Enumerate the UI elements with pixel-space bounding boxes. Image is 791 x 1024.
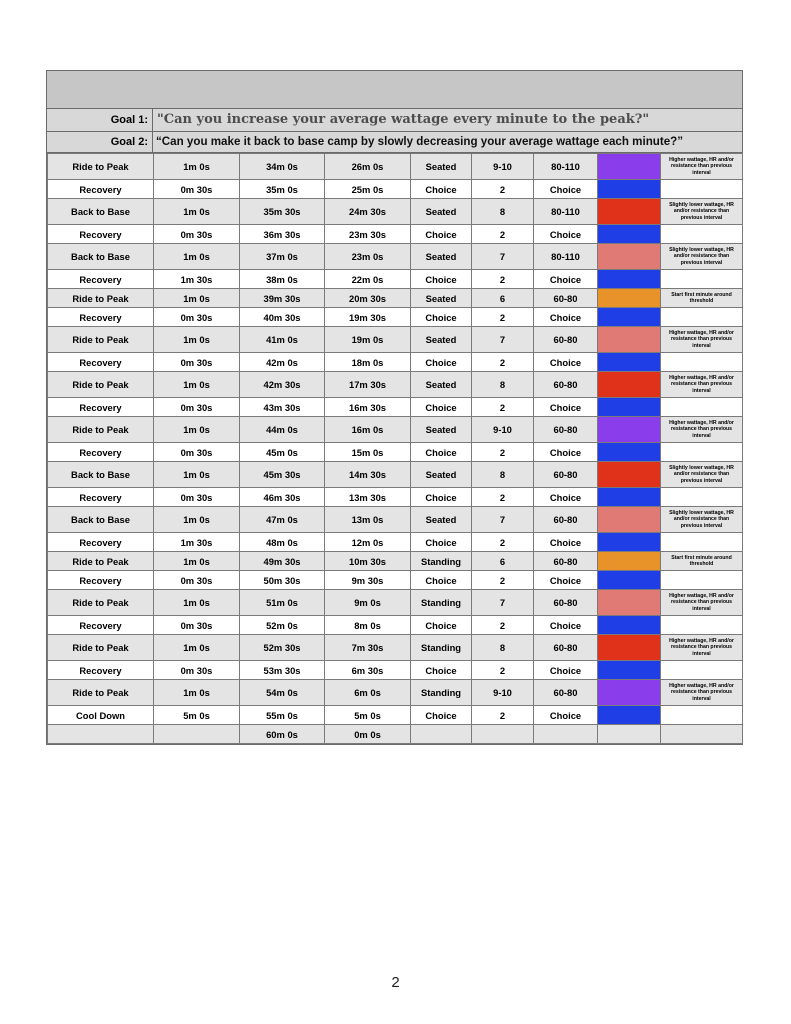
- table-row: [48, 398, 743, 417]
- remaining-cell: 25m 0s: [325, 180, 411, 199]
- position-cell: Choice: [411, 616, 472, 635]
- cadence-cell: 60-80: [534, 635, 598, 661]
- zone-color-swatch: [598, 488, 661, 507]
- interval-cell: Ride to Peak: [48, 327, 154, 353]
- zone-color-swatch: [598, 270, 661, 289]
- elapsed-cell: 35m 30s: [240, 199, 325, 225]
- interval-cell: Recovery: [48, 353, 154, 372]
- cadence-cell: 60-80: [534, 507, 598, 533]
- total-remaining-cell: 0m 0s: [325, 725, 411, 744]
- duration-cell: 0m 30s: [154, 398, 240, 417]
- cadence-cell: 80-110: [534, 244, 598, 270]
- table-row: [48, 661, 743, 680]
- note-cell: [661, 270, 743, 289]
- goal-2-row: [47, 132, 742, 153]
- cadence-cell: 60-80: [534, 289, 598, 308]
- note-cell: [661, 488, 743, 507]
- remaining-cell: 7m 30s: [325, 635, 411, 661]
- zone-color-swatch: [598, 661, 661, 680]
- elapsed-cell: 36m 30s: [240, 225, 325, 244]
- empty-cell: [661, 725, 743, 744]
- rpe-cell: 7: [472, 590, 534, 616]
- elapsed-cell: 43m 30s: [240, 398, 325, 417]
- rpe-cell: 9-10: [472, 154, 534, 180]
- interval-cell: Recovery: [48, 308, 154, 327]
- duration-cell: 0m 30s: [154, 225, 240, 244]
- position-cell: Standing: [411, 552, 472, 571]
- goal-2-label: Goal 2:: [47, 132, 153, 152]
- remaining-cell: 16m 30s: [325, 398, 411, 417]
- zone-color-swatch: [598, 372, 661, 398]
- interval-cell: Ride to Peak: [48, 289, 154, 308]
- remaining-cell: 5m 0s: [325, 706, 411, 725]
- elapsed-cell: 45m 0s: [240, 443, 325, 462]
- page-number: 2: [391, 974, 400, 991]
- zone-color-swatch: [598, 507, 661, 533]
- elapsed-cell: 34m 0s: [240, 154, 325, 180]
- duration-cell: 1m 0s: [154, 154, 240, 180]
- cadence-cell: Choice: [534, 706, 598, 725]
- position-cell: Seated: [411, 507, 472, 533]
- interval-cell: Recovery: [48, 180, 154, 199]
- zone-color-swatch: [598, 353, 661, 372]
- zone-color-swatch: [598, 225, 661, 244]
- elapsed-cell: 52m 0s: [240, 616, 325, 635]
- interval-cell: Ride to Peak: [48, 680, 154, 706]
- zone-color-swatch: [598, 706, 661, 725]
- remaining-cell: 13m 30s: [325, 488, 411, 507]
- zone-color-swatch: [598, 417, 661, 443]
- note-cell: [661, 706, 743, 725]
- note-cell: Higher wattage, HR and/or resistance than previous interval: [661, 635, 743, 661]
- interval-cell: Back to Base: [48, 244, 154, 270]
- empty-cell: [598, 725, 661, 744]
- rpe-cell: 6: [472, 289, 534, 308]
- table-row: [48, 225, 743, 244]
- elapsed-cell: 35m 0s: [240, 180, 325, 199]
- cadence-cell: Choice: [534, 488, 598, 507]
- zone-color-swatch: [598, 443, 661, 462]
- position-cell: Standing: [411, 590, 472, 616]
- duration-cell: 0m 30s: [154, 488, 240, 507]
- elapsed-cell: 53m 30s: [240, 661, 325, 680]
- rpe-cell: 9-10: [472, 417, 534, 443]
- zone-color-swatch: [598, 180, 661, 199]
- table-row: [48, 353, 743, 372]
- zone-color-swatch: [598, 590, 661, 616]
- remaining-cell: 6m 30s: [325, 661, 411, 680]
- zone-color-swatch: [598, 533, 661, 552]
- note-cell: Higher wattage, HR and/or resistance than previous interval: [661, 327, 743, 353]
- elapsed-cell: 54m 0s: [240, 680, 325, 706]
- table-row: [48, 270, 743, 289]
- note-cell: Higher wattage, HR and/or resistance than previous interval: [661, 154, 743, 180]
- table-row: [48, 590, 743, 616]
- elapsed-cell: 37m 0s: [240, 244, 325, 270]
- table-row: [48, 308, 743, 327]
- elapsed-cell: 45m 30s: [240, 462, 325, 488]
- duration-cell: 1m 0s: [154, 372, 240, 398]
- table-row: [48, 571, 743, 590]
- position-cell: Seated: [411, 244, 472, 270]
- duration-cell: 1m 0s: [154, 590, 240, 616]
- remaining-cell: 24m 30s: [325, 199, 411, 225]
- rpe-cell: 9-10: [472, 680, 534, 706]
- cadence-cell: Choice: [534, 353, 598, 372]
- cadence-cell: Choice: [534, 571, 598, 590]
- interval-cell: Back to Base: [48, 507, 154, 533]
- note-cell: Start first minute around threshold: [661, 552, 743, 571]
- elapsed-cell: 48m 0s: [240, 533, 325, 552]
- cadence-cell: Choice: [534, 270, 598, 289]
- position-cell: Choice: [411, 533, 472, 552]
- position-cell: Seated: [411, 289, 472, 308]
- zone-color-swatch: [598, 327, 661, 353]
- interval-cell: Recovery: [48, 270, 154, 289]
- note-cell: [661, 180, 743, 199]
- remaining-cell: 13m 0s: [325, 507, 411, 533]
- table-row: [48, 244, 743, 270]
- note-cell: Higher wattage, HR and/or resistance than previous interval: [661, 417, 743, 443]
- remaining-cell: 17m 30s: [325, 372, 411, 398]
- note-cell: Slightly lower wattage, HR and/or resistance than previous interval: [661, 462, 743, 488]
- goal-1-text: "Can you increase your average wattage every minute to the peak?": [157, 112, 650, 127]
- cadence-cell: 60-80: [534, 462, 598, 488]
- zone-color-swatch: [598, 398, 661, 417]
- interval-cell: Recovery: [48, 443, 154, 462]
- rpe-cell: 8: [472, 635, 534, 661]
- table-row: [48, 533, 743, 552]
- table-row: [48, 507, 743, 533]
- duration-cell: 1m 0s: [154, 417, 240, 443]
- empty-cell: [411, 725, 472, 744]
- duration-cell: 1m 0s: [154, 507, 240, 533]
- interval-cell: Ride to Peak: [48, 372, 154, 398]
- interval-cell: Ride to Peak: [48, 154, 154, 180]
- goal-1-label: Goal 1:: [47, 109, 153, 131]
- interval-cell: Back to Base: [48, 199, 154, 225]
- rpe-cell: 8: [472, 372, 534, 398]
- elapsed-cell: 39m 30s: [240, 289, 325, 308]
- note-cell: [661, 353, 743, 372]
- position-cell: Choice: [411, 661, 472, 680]
- cadence-cell: Choice: [534, 661, 598, 680]
- empty-cell: [154, 725, 240, 744]
- elapsed-cell: 44m 0s: [240, 417, 325, 443]
- elapsed-cell: 42m 30s: [240, 372, 325, 398]
- table-row: [48, 199, 743, 225]
- note-cell: [661, 616, 743, 635]
- duration-cell: 1m 0s: [154, 199, 240, 225]
- duration-cell: 1m 30s: [154, 533, 240, 552]
- cadence-cell: 60-80: [534, 590, 598, 616]
- rpe-cell: 2: [472, 488, 534, 507]
- note-cell: [661, 661, 743, 680]
- empty-cell: [48, 725, 154, 744]
- position-cell: Choice: [411, 353, 472, 372]
- elapsed-cell: 55m 0s: [240, 706, 325, 725]
- position-cell: Choice: [411, 225, 472, 244]
- interval-cell: Recovery: [48, 661, 154, 680]
- rpe-cell: 6: [472, 552, 534, 571]
- elapsed-cell: 51m 0s: [240, 590, 325, 616]
- total-row: [48, 725, 743, 744]
- position-cell: Seated: [411, 462, 472, 488]
- rpe-cell: 2: [472, 398, 534, 417]
- table-row: [48, 443, 743, 462]
- interval-cell: Recovery: [48, 533, 154, 552]
- rpe-cell: 2: [472, 308, 534, 327]
- note-cell: Slightly lower wattage, HR and/or resistance than previous interval: [661, 244, 743, 270]
- elapsed-cell: 49m 30s: [240, 552, 325, 571]
- duration-cell: 0m 30s: [154, 353, 240, 372]
- elapsed-cell: 46m 30s: [240, 488, 325, 507]
- note-cell: Higher wattage, HR and/or resistance than previous interval: [661, 372, 743, 398]
- position-cell: Choice: [411, 571, 472, 590]
- position-cell: Standing: [411, 635, 472, 661]
- zone-color-swatch: [598, 462, 661, 488]
- workout-sheet: [46, 70, 743, 745]
- table-row: [48, 680, 743, 706]
- rpe-cell: 8: [472, 199, 534, 225]
- note-cell: [661, 225, 743, 244]
- rpe-cell: 8: [472, 462, 534, 488]
- table-row: [48, 706, 743, 725]
- rpe-cell: 2: [472, 443, 534, 462]
- cadence-cell: Choice: [534, 443, 598, 462]
- interval-cell: Ride to Peak: [48, 417, 154, 443]
- duration-cell: 1m 30s: [154, 270, 240, 289]
- note-cell: Slightly lower wattage, HR and/or resistance than previous interval: [661, 507, 743, 533]
- cadence-cell: 60-80: [534, 327, 598, 353]
- remaining-cell: 9m 0s: [325, 590, 411, 616]
- remaining-cell: 10m 30s: [325, 552, 411, 571]
- table-row: [48, 488, 743, 507]
- duration-cell: 1m 0s: [154, 327, 240, 353]
- elapsed-cell: 41m 0s: [240, 327, 325, 353]
- remaining-cell: 20m 30s: [325, 289, 411, 308]
- zone-color-swatch: [598, 289, 661, 308]
- zone-color-swatch: [598, 635, 661, 661]
- table-row: [48, 327, 743, 353]
- table-row: [48, 462, 743, 488]
- elapsed-cell: 52m 30s: [240, 635, 325, 661]
- remaining-cell: 14m 30s: [325, 462, 411, 488]
- goal-1-row: [47, 109, 742, 132]
- interval-cell: Ride to Peak: [48, 590, 154, 616]
- cadence-cell: Choice: [534, 225, 598, 244]
- duration-cell: 0m 30s: [154, 308, 240, 327]
- elapsed-cell: 38m 0s: [240, 270, 325, 289]
- cadence-cell: Choice: [534, 616, 598, 635]
- duration-cell: 0m 30s: [154, 661, 240, 680]
- position-cell: Seated: [411, 154, 472, 180]
- duration-cell: 0m 30s: [154, 571, 240, 590]
- remaining-cell: 23m 0s: [325, 244, 411, 270]
- rpe-cell: 2: [472, 533, 534, 552]
- remaining-cell: 19m 0s: [325, 327, 411, 353]
- interval-cell: Cool Down: [48, 706, 154, 725]
- interval-cell: Recovery: [48, 398, 154, 417]
- remaining-cell: 9m 30s: [325, 571, 411, 590]
- zone-color-swatch: [598, 552, 661, 571]
- zone-color-swatch: [598, 616, 661, 635]
- rpe-cell: 2: [472, 270, 534, 289]
- remaining-cell: 19m 30s: [325, 308, 411, 327]
- duration-cell: 1m 0s: [154, 289, 240, 308]
- elapsed-cell: 42m 0s: [240, 353, 325, 372]
- interval-cell: Recovery: [48, 616, 154, 635]
- duration-cell: 1m 0s: [154, 635, 240, 661]
- interval-cell: Recovery: [48, 225, 154, 244]
- rpe-cell: 7: [472, 507, 534, 533]
- cadence-cell: 60-80: [534, 552, 598, 571]
- zone-color-swatch: [598, 571, 661, 590]
- duration-cell: 1m 0s: [154, 244, 240, 270]
- duration-cell: 1m 0s: [154, 680, 240, 706]
- duration-cell: 0m 30s: [154, 616, 240, 635]
- remaining-cell: 16m 0s: [325, 417, 411, 443]
- position-cell: Choice: [411, 443, 472, 462]
- position-cell: Seated: [411, 417, 472, 443]
- rpe-cell: 2: [472, 225, 534, 244]
- note-cell: [661, 533, 743, 552]
- cadence-cell: Choice: [534, 398, 598, 417]
- position-cell: Choice: [411, 270, 472, 289]
- cadence-cell: Choice: [534, 180, 598, 199]
- cadence-cell: 80-110: [534, 199, 598, 225]
- duration-cell: 0m 30s: [154, 180, 240, 199]
- position-cell: Seated: [411, 199, 472, 225]
- header-banner: [47, 71, 742, 109]
- interval-cell: Recovery: [48, 571, 154, 590]
- position-cell: Choice: [411, 488, 472, 507]
- rpe-cell: 2: [472, 353, 534, 372]
- zone-color-swatch: [598, 154, 661, 180]
- cadence-cell: 60-80: [534, 372, 598, 398]
- remaining-cell: 15m 0s: [325, 443, 411, 462]
- cadence-cell: 60-80: [534, 680, 598, 706]
- note-cell: Higher wattage, HR and/or resistance than previous interval: [661, 680, 743, 706]
- interval-cell: Recovery: [48, 488, 154, 507]
- remaining-cell: 23m 30s: [325, 225, 411, 244]
- zone-color-swatch: [598, 199, 661, 225]
- goal-2-text: “Can you make it back to base camp by slowly decreasing your average wattage each minute?”: [156, 135, 684, 148]
- rpe-cell: 2: [472, 180, 534, 199]
- remaining-cell: 6m 0s: [325, 680, 411, 706]
- table-row: [48, 154, 743, 180]
- cadence-cell: Choice: [534, 308, 598, 327]
- remaining-cell: 26m 0s: [325, 154, 411, 180]
- position-cell: Choice: [411, 180, 472, 199]
- remaining-cell: 18m 0s: [325, 353, 411, 372]
- duration-cell: 5m 0s: [154, 706, 240, 725]
- interval-cell: Back to Base: [48, 462, 154, 488]
- remaining-cell: 22m 0s: [325, 270, 411, 289]
- rpe-cell: 7: [472, 244, 534, 270]
- rpe-cell: 2: [472, 706, 534, 725]
- table-row: [48, 289, 743, 308]
- note-cell: Start first minute around threshold: [661, 289, 743, 308]
- duration-cell: 0m 30s: [154, 443, 240, 462]
- elapsed-cell: 47m 0s: [240, 507, 325, 533]
- elapsed-cell: 50m 30s: [240, 571, 325, 590]
- note-cell: [661, 571, 743, 590]
- cadence-cell: Choice: [534, 533, 598, 552]
- zone-color-swatch: [598, 680, 661, 706]
- total-elapsed-cell: 60m 0s: [240, 725, 325, 744]
- position-cell: Choice: [411, 308, 472, 327]
- interval-table: [47, 153, 743, 744]
- table-row: [48, 417, 743, 443]
- table-row: [48, 552, 743, 571]
- cadence-cell: 80-110: [534, 154, 598, 180]
- note-cell: [661, 443, 743, 462]
- empty-cell: [534, 725, 598, 744]
- note-cell: [661, 398, 743, 417]
- table-row: [48, 616, 743, 635]
- empty-cell: [472, 725, 534, 744]
- interval-cell: Ride to Peak: [48, 552, 154, 571]
- table-row: [48, 372, 743, 398]
- elapsed-cell: 40m 30s: [240, 308, 325, 327]
- zone-color-swatch: [598, 244, 661, 270]
- position-cell: Seated: [411, 327, 472, 353]
- duration-cell: 1m 0s: [154, 462, 240, 488]
- position-cell: Standing: [411, 680, 472, 706]
- duration-cell: 1m 0s: [154, 552, 240, 571]
- position-cell: Seated: [411, 372, 472, 398]
- note-cell: [661, 308, 743, 327]
- table-row: [48, 635, 743, 661]
- rpe-cell: 2: [472, 616, 534, 635]
- position-cell: Choice: [411, 398, 472, 417]
- rpe-cell: 2: [472, 661, 534, 680]
- interval-cell: Ride to Peak: [48, 635, 154, 661]
- position-cell: Choice: [411, 706, 472, 725]
- rpe-cell: 7: [472, 327, 534, 353]
- note-cell: Higher wattage, HR and/or resistance than previous interval: [661, 590, 743, 616]
- zone-color-swatch: [598, 308, 661, 327]
- cadence-cell: 60-80: [534, 417, 598, 443]
- note-cell: Slightly lower wattage, HR and/or resistance than previous interval: [661, 199, 743, 225]
- table-row: [48, 180, 743, 199]
- rpe-cell: 2: [472, 571, 534, 590]
- remaining-cell: 12m 0s: [325, 533, 411, 552]
- remaining-cell: 8m 0s: [325, 616, 411, 635]
